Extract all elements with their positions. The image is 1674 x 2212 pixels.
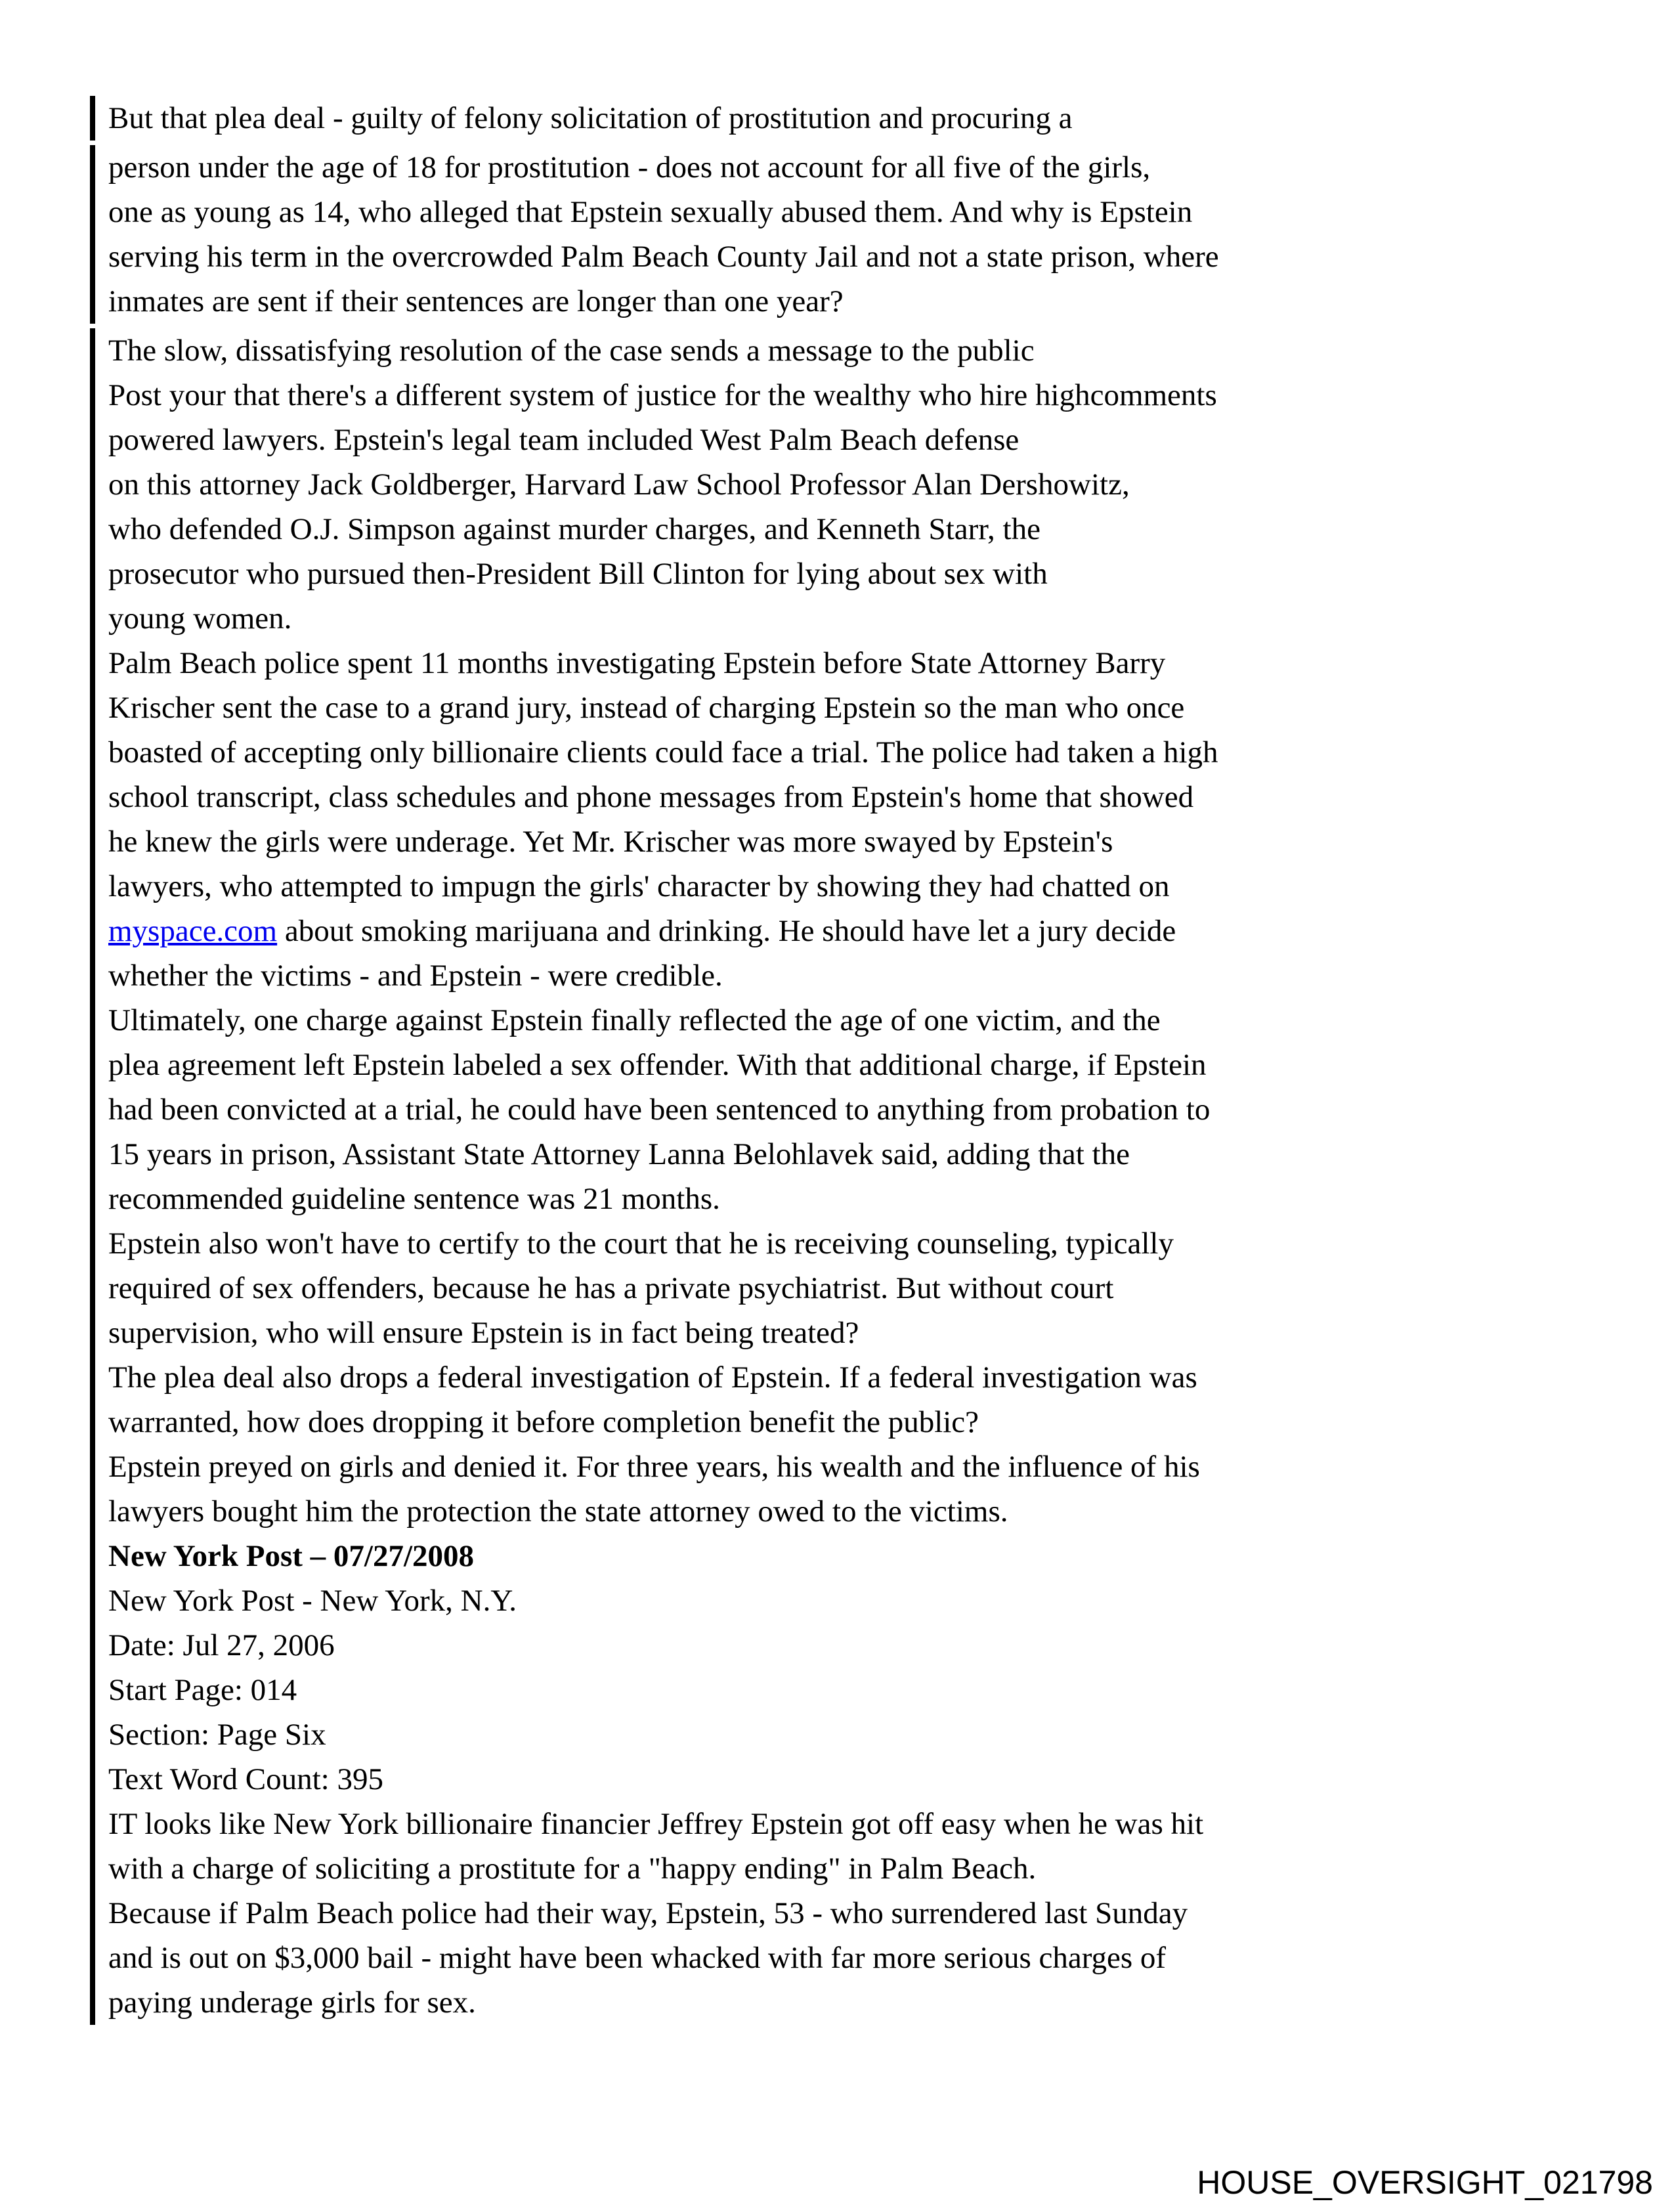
text-line: Because if Palm Beach police had their way, Epstein, 53 - who surrendered last Sunday [108, 1896, 1188, 1930]
quoted-paragraph [90, 328, 1219, 2025]
quoted-paragraph [90, 96, 1219, 141]
text-line: warranted, how does dropping it before completion benefit the public? [108, 1405, 979, 1439]
text-line: lawyers bought him the protection the state attorney owed to the victims. [108, 1494, 1008, 1529]
text-line: powered lawyers. Epstein's legal team included West Palm Beach defense [108, 423, 1019, 457]
section-heading-line: New York Post – 07/27/2008 [108, 1539, 475, 1573]
text-line: Epstein also won't have to certify to the court that he is receiving counseling, typically [108, 1226, 1174, 1261]
text-line: Ultimately, one charge against Epstein finally reflected the age of one victim, and the [108, 1003, 1161, 1037]
text-line: boasted of accepting only billionaire clients could face a trial. The police had taken a high [108, 735, 1218, 770]
text-line: Krischer sent the case to a grand jury, instead of charging Epstein so the man who once [108, 691, 1185, 725]
bates-number: HOUSE_OVERSIGHT_021798 [1197, 2164, 1653, 2201]
text-line: inmates are sent if their sentences are longer than one year? [108, 284, 844, 318]
document-text [90, 96, 1219, 2029]
text-line: New York Post - New York, N.Y. [108, 1584, 517, 1618]
myspace-link[interactable]: myspace.com [108, 914, 278, 948]
text-line: whether the victims - and Epstein - were credible. [108, 959, 723, 993]
text-line: supervision, who will ensure Epstein is in fact being treated? [108, 1316, 859, 1350]
text-line: young women. [108, 601, 292, 636]
text-line: one as young as 14, who alleged that Epstein sexually abused them. And why is Epstein [108, 195, 1193, 229]
text-line: recommended guideline sentence was 21 months. [108, 1182, 720, 1216]
text-line: 15 years in prison, Assistant State Attorney Lanna Belohlavek said, adding that the [108, 1137, 1130, 1171]
text-line: myspace.com about smoking marijuana and drinking. He should have let a jury decide [108, 914, 1176, 948]
text-line: Start Page: 014 [108, 1673, 297, 1707]
text-line: But that plea deal - guilty of felony solicitation of prostitution and procuring a [108, 101, 1073, 135]
text-line: required of sex offenders, because he has a private psychiatrist. But without court [108, 1271, 1114, 1305]
text-line: he knew the girls were underage. Yet Mr. Krischer was more swayed by Epstein's [108, 825, 1113, 859]
text-line: Palm Beach police spent 11 months investigating Epstein before State Attorney Barry [108, 646, 1166, 680]
text-line: who defended O.J. Simpson against murder charges, and Kenneth Starr, the [108, 512, 1041, 546]
text-line: serving his term in the overcrowded Palm Beach County Jail and not a state prison, where [108, 240, 1219, 274]
text-line: prosecutor who pursued then-President Bill Clinton for lying about sex with [108, 557, 1048, 591]
text-line: school transcript, class schedules and phone messages from Epstein's home that showed [108, 780, 1194, 814]
text-line: with a charge of soliciting a prostitute for a "happy ending" in Palm Beach. [108, 1852, 1037, 1886]
text-line: Section: Page Six [108, 1718, 326, 1752]
text-line: IT looks like New York billionaire financier Jeffrey Epstein got off easy when he was hit [108, 1807, 1204, 1841]
text-line: on this attorney Jack Goldberger, Harvard Law School Professor Alan Dershowitz, [108, 467, 1130, 502]
text-line: Epstein preyed on girls and denied it. For three years, his wealth and the influence of his [108, 1450, 1200, 1484]
text-line: Text Word Count: 395 [108, 1762, 383, 1796]
quoted-paragraph [90, 145, 1219, 324]
text-line: lawyers, who attempted to impugn the girls' character by showing they had chatted on [108, 869, 1170, 903]
text-line: Post your that there's a different system of justice for the wealthy who hire highcomments [108, 378, 1217, 412]
text-line: The plea deal also drops a federal investigation of Epstein. If a federal investigation was [108, 1360, 1197, 1395]
text-line: and is out on $3,000 bail - might have been whacked with far more serious charges of [108, 1941, 1167, 1975]
text-line: paying underage girls for sex. [108, 1985, 476, 2020]
text-line: person under the age of 18 for prostitution - does not account for all five of the girls, [108, 150, 1151, 184]
text-line: The slow, dissatisfying resolution of the case sends a message to the public [108, 334, 1035, 368]
text-line: had been convicted at a trial, he could have been sentenced to anything from probation to [108, 1093, 1211, 1127]
text-line: Date: Jul 27, 2006 [108, 1628, 335, 1662]
text-line: plea agreement left Epstein labeled a sex offender. With that additional charge, if Epstein [108, 1048, 1207, 1082]
